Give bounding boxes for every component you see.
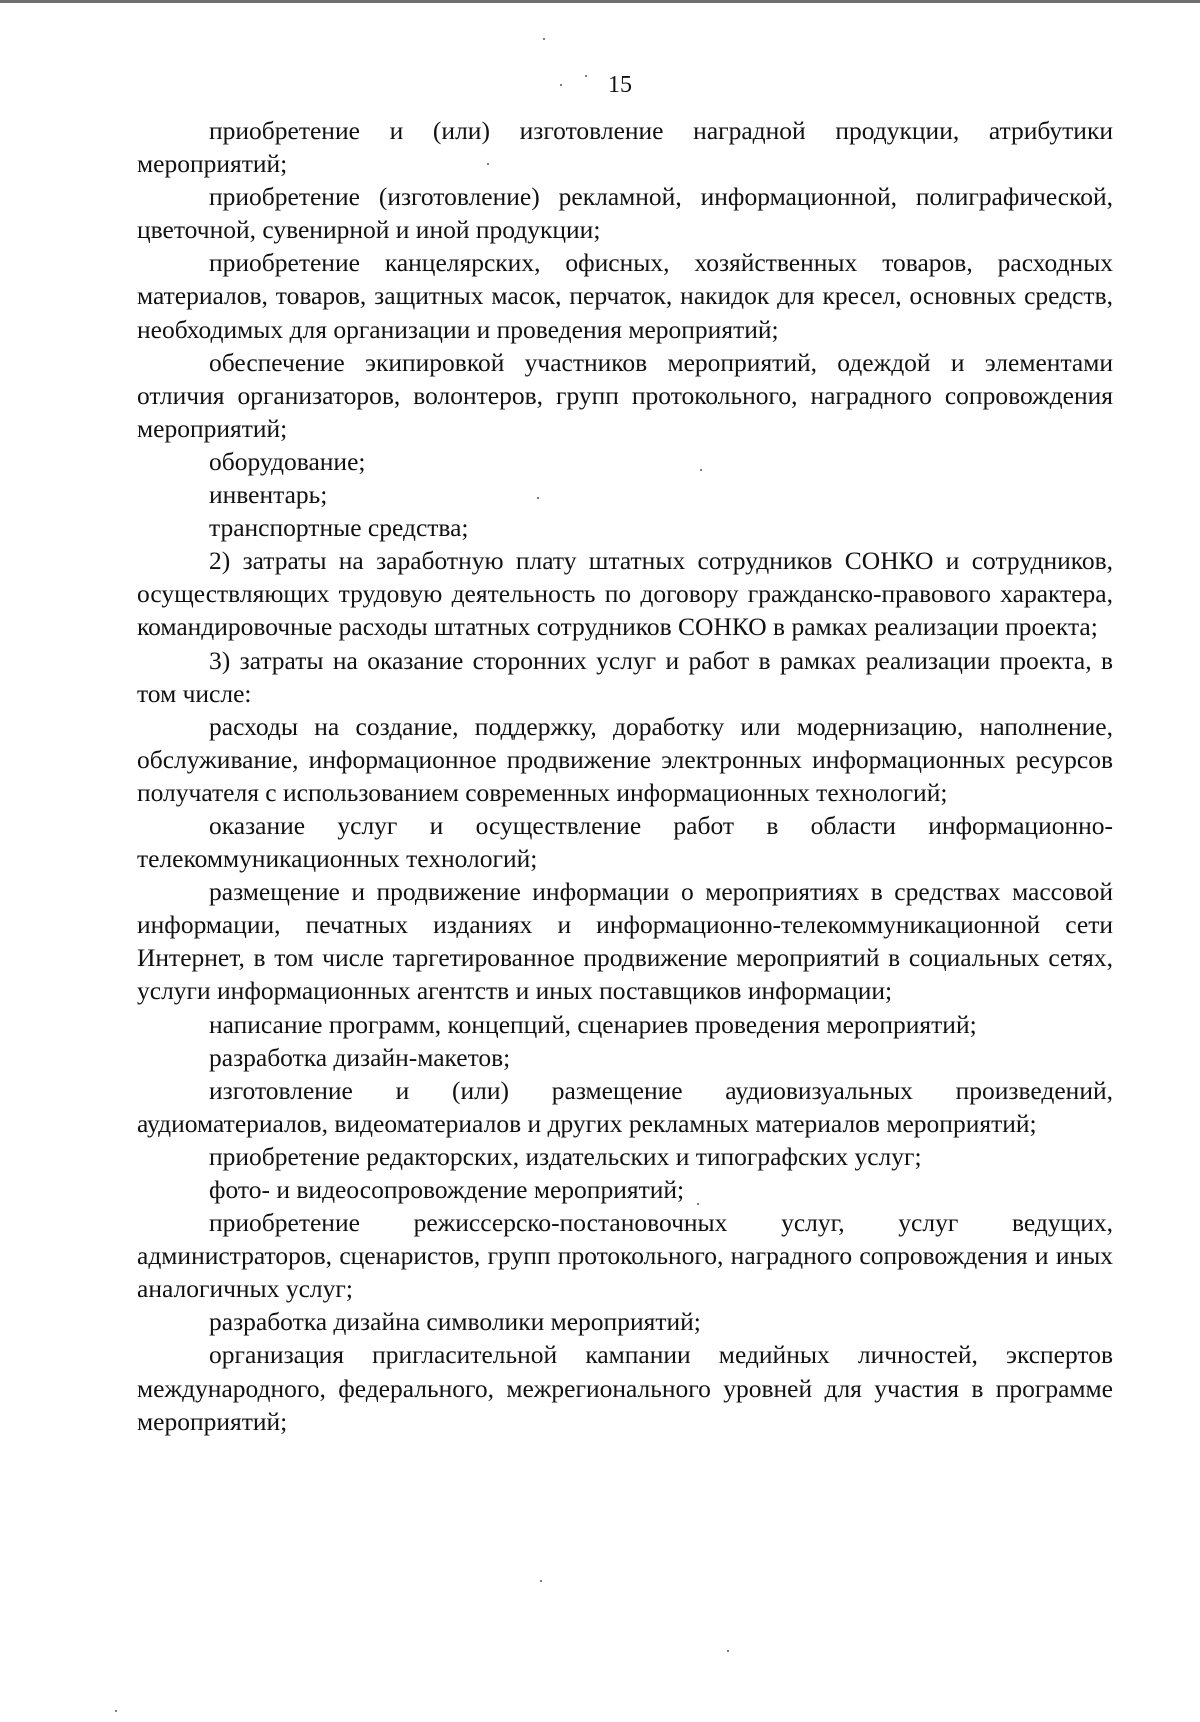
paragraph: 2) затраты на заработную плату штатных сотрудников СОНКО и сотрудников, осуществляющих трудовую деятельность по договору гражданско-правового характера, командировочные расходы штатных сотрудников СОНКО в рамках реализации проекта; (137, 546, 1113, 642)
paragraph: приобретение режиссерско-постановочных услуг, услуг ведущих, администраторов, сценаристов, групп протокольного, наградного сопровождения и иных аналогичных услуг; (137, 1208, 1113, 1304)
paragraph: приобретение и (или) изготовление наградной продукции, атрибутики мероприятий; (137, 116, 1113, 179)
paragraph: обеспечение экипировкой участников мероприятий, одеждой и элементами отличия организаторов, волонтеров, групп протокольного, наградного сопровождения мероприятий; (137, 347, 1113, 443)
paragraph: организация пригласительной кампании медийных личностей, экспертов международного, федерального, межрегионального уровней для участия в программе мероприятий; (137, 1340, 1113, 1436)
page-number: 15 (608, 72, 632, 98)
paragraph: оказание услуг и осуществление работ в области информационно-телекоммуникационных технологий; (137, 810, 1113, 874)
paragraph: 3) затраты на оказание сторонних услуг и работ в рамках реализации проекта, в том числе: (137, 645, 1113, 708)
document-body (137, 114, 1113, 1438)
scan-speck (487, 163, 489, 165)
paragraph: разработка дизайн-макетов; (209, 1042, 511, 1072)
paragraph: транспортные средства; (209, 513, 469, 543)
scan-speck (540, 1580, 542, 1582)
scan-speck (697, 1203, 699, 1205)
paragraph: приобретение (изготовление) рекламной, информационной, полиграфической, цветочной, сувенирной и иной продукции; (137, 182, 1113, 245)
scan-speck (115, 1710, 117, 1712)
scan-speck (585, 75, 587, 77)
paragraph: приобретение канцелярских, офисных, хозяйственных товаров, расходных материалов, товаров, защитных масок, перчаток, накидок для кресел, основных средств, необходимых для организации и проведения мероприятий; (137, 248, 1113, 344)
scan-speck (537, 497, 539, 499)
scan-speck (543, 38, 545, 40)
scan-speck (560, 84, 562, 86)
paragraph: расходы на создание, поддержку, доработку или модернизацию, наполнение, обслуживание, информационное продвижение электронных информационных ресурсов получателя с использованием современных информационных технологий; (137, 711, 1113, 807)
paragraph: инвентарь; (209, 480, 328, 510)
top-edge-line (0, 0, 1200, 3)
paragraph: изготовление и (или) размещение аудиовизуальных произведений, аудиоматериалов, видеоматериалов и других рекламных материалов мероприятий; (137, 1075, 1113, 1138)
paragraph: оборудование; (209, 446, 366, 476)
paragraph: написание программ, концепций, сценариев проведения мероприятий; (209, 1009, 977, 1039)
scan-speck (700, 469, 702, 471)
paragraph: разработка дизайна символики мероприятий; (209, 1307, 701, 1337)
paragraph: приобретение редакторских, издательских и типографских услуг; (209, 1141, 922, 1171)
paragraph: фото- и видеосопровождение мероприятий; (209, 1175, 685, 1204)
paragraph: размещение и продвижение информации о мероприятиях в средствах массовой информации, печатных изданиях и информационно-телекоммуникационной сети Интернет, в том числе таргетированное продвижение мероприятий в социальных сетях, услуги информационных агентств и иных поставщиков информации; (137, 877, 1113, 1006)
scan-speck (727, 1650, 729, 1652)
